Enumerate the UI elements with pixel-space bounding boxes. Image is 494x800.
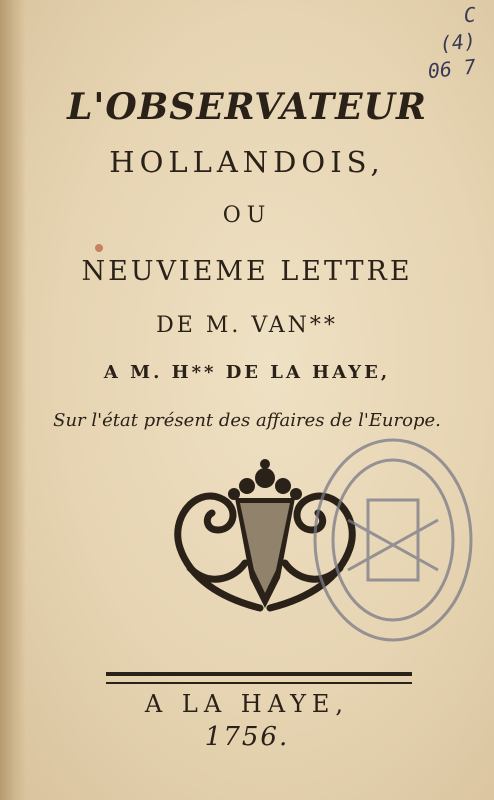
ink-spot [95, 244, 103, 252]
imprint-place: A LA HAYE, [144, 690, 350, 718]
shelf-mark-line-3: 06 7 [426, 54, 478, 84]
subtitle: Sur l'état présent des affaires de l'Europe. [53, 410, 441, 431]
title-line-6: A M. H** DE LA HAYE, [103, 362, 391, 383]
title-line-4: NEUVIEME LETTRE [81, 256, 413, 287]
imprint-year: 1756. [204, 722, 290, 752]
title-line-2: HOLLANDOIS, [109, 145, 385, 179]
title-line-5: DE M. VAN** [156, 313, 338, 338]
imprint-rule-thick [106, 672, 412, 676]
imprint-rule-thin [106, 682, 412, 684]
shelf-mark-line-2: (4) [438, 28, 478, 57]
title-line-1: L'OBSERVATEUR [67, 86, 427, 128]
handwritten-shelf-mark [386, 2, 478, 84]
title-line-3: OU [222, 203, 272, 228]
library-stamp-icon [308, 430, 478, 645]
shelf-mark-line-1: C [462, 2, 478, 28]
